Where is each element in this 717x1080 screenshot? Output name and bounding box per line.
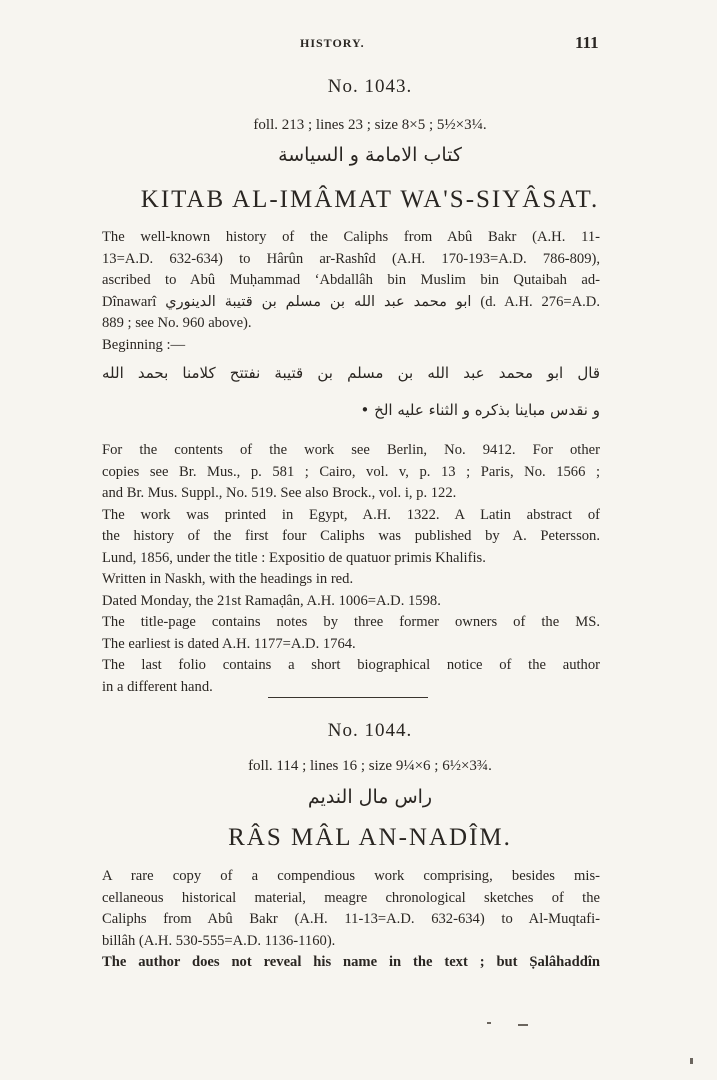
entry-1043-description xyxy=(102,227,600,356)
entry-1043-arabic-title: كتاب الامامة و السياسة xyxy=(278,144,462,166)
entry-1044-number: No. 1044. xyxy=(327,720,413,741)
author-line: The author does not reveal his name in the text ; but Ṣalâhaddîn xyxy=(102,954,600,970)
paper-speck xyxy=(518,1024,528,1026)
beginning-arabic-line-2: و نقدس مباينا بذكره و الثناء عليه الخ • xyxy=(360,401,600,419)
last-folio-line: The last folio contains a short biographical notice of the author xyxy=(102,657,600,673)
entry-1044-title: RÂS MÂL AN-NADÎM. xyxy=(228,824,512,851)
printed-line: the history of the first four Caliphs was published by A. Petersson. xyxy=(102,528,600,544)
section-divider xyxy=(268,697,428,698)
paper-speck xyxy=(690,1058,693,1064)
desc-line: Caliphs from Abû Bakr (A.H. 11-13=A.D. 632-634) to Al-Muqtafi- xyxy=(102,911,600,927)
printed-line: Lund, 1856, under the title : Expositio de quatuor primis Khalifis. xyxy=(102,549,486,566)
dated-line: Dated Monday, the 21st Ramaḍân, A.H. 1006=A.D. 1598. xyxy=(102,592,441,609)
written-line: Written in Naskh, with the headings in red. xyxy=(102,571,354,587)
desc-line: A rare copy of a compendious work comprising, besides mis- xyxy=(102,868,600,884)
notes-line: The title-page contains notes by three former owners of the MS. xyxy=(102,614,600,630)
entry-1043-number: No. 1043. xyxy=(327,76,413,97)
entry-1043-contents xyxy=(102,440,600,698)
beginning-arabic-line-1: قال ابو محمد عبد الله بن مسلم بن قتيبة نفتتح كلامنا بحمد الله xyxy=(102,364,600,382)
desc-line: ascribed to Abû Muḥammad ʻAbdallâh bin Muslim bin Qutaibah ad- xyxy=(102,272,600,288)
running-head-title: HISTORY. xyxy=(300,36,365,50)
notes-line: The earliest is dated A.H. 1177=A.D. 1764. xyxy=(102,635,356,652)
entry-1044-arabic-title: راس مال النديم xyxy=(307,786,433,808)
contents-line: copies see Br. Mus., p. 581 ; Cairo, vol. v, p. 13 ; Paris, No. 1566 ; xyxy=(102,463,600,480)
paper-speck xyxy=(487,1022,491,1024)
desc-line: billâh (A.H. 530-555=A.D. 1136-1160). xyxy=(102,932,336,949)
page-number: 111 xyxy=(575,33,599,52)
entry-1044-specs: foll. 114 ; lines 16 ; size 9¼×6 ; 6½×3¾. xyxy=(248,758,492,774)
printed-line: The work was printed in Egypt, A.H. 1322. A Latin abstract of xyxy=(102,506,600,523)
entry-1043-specs: foll. 213 ; lines 23 ; size 8×5 ; 5½×3¼. xyxy=(253,117,487,133)
beginning-label: Beginning :— xyxy=(102,336,186,353)
desc-line: 889 ; see No. 960 above). xyxy=(102,315,252,331)
contents-line: For the contents of the work see Berlin, No. 9412. For other xyxy=(102,442,600,458)
running-head xyxy=(0,33,717,56)
entry-1044-description xyxy=(102,866,600,974)
desc-line: 13=A.D. 632-634) to Hârûn ar-Rashîd (A.H. 170-193=A.D. 786-809), xyxy=(102,250,600,267)
last-folio-line: in a different hand. xyxy=(102,678,213,695)
desc-line: The well-known history of the Caliphs from Abû Bakr (A.H. 11- xyxy=(102,229,600,245)
desc-line: Dînawarî ابو محمد عبد الله بن مسلم بن قتيبة الدينوري (d. A.H. 276=A.D. xyxy=(102,293,600,310)
entry-1043-title: KITAB AL-IMÂMAT WA'S-SIYÂSAT. xyxy=(140,186,600,213)
desc-line: cellaneous historical material, meagre chronological sketches of the xyxy=(102,889,600,906)
contents-line: and Br. Mus. Suppl., No. 519. See also Brock., vol. i, p. 122. xyxy=(102,485,457,501)
